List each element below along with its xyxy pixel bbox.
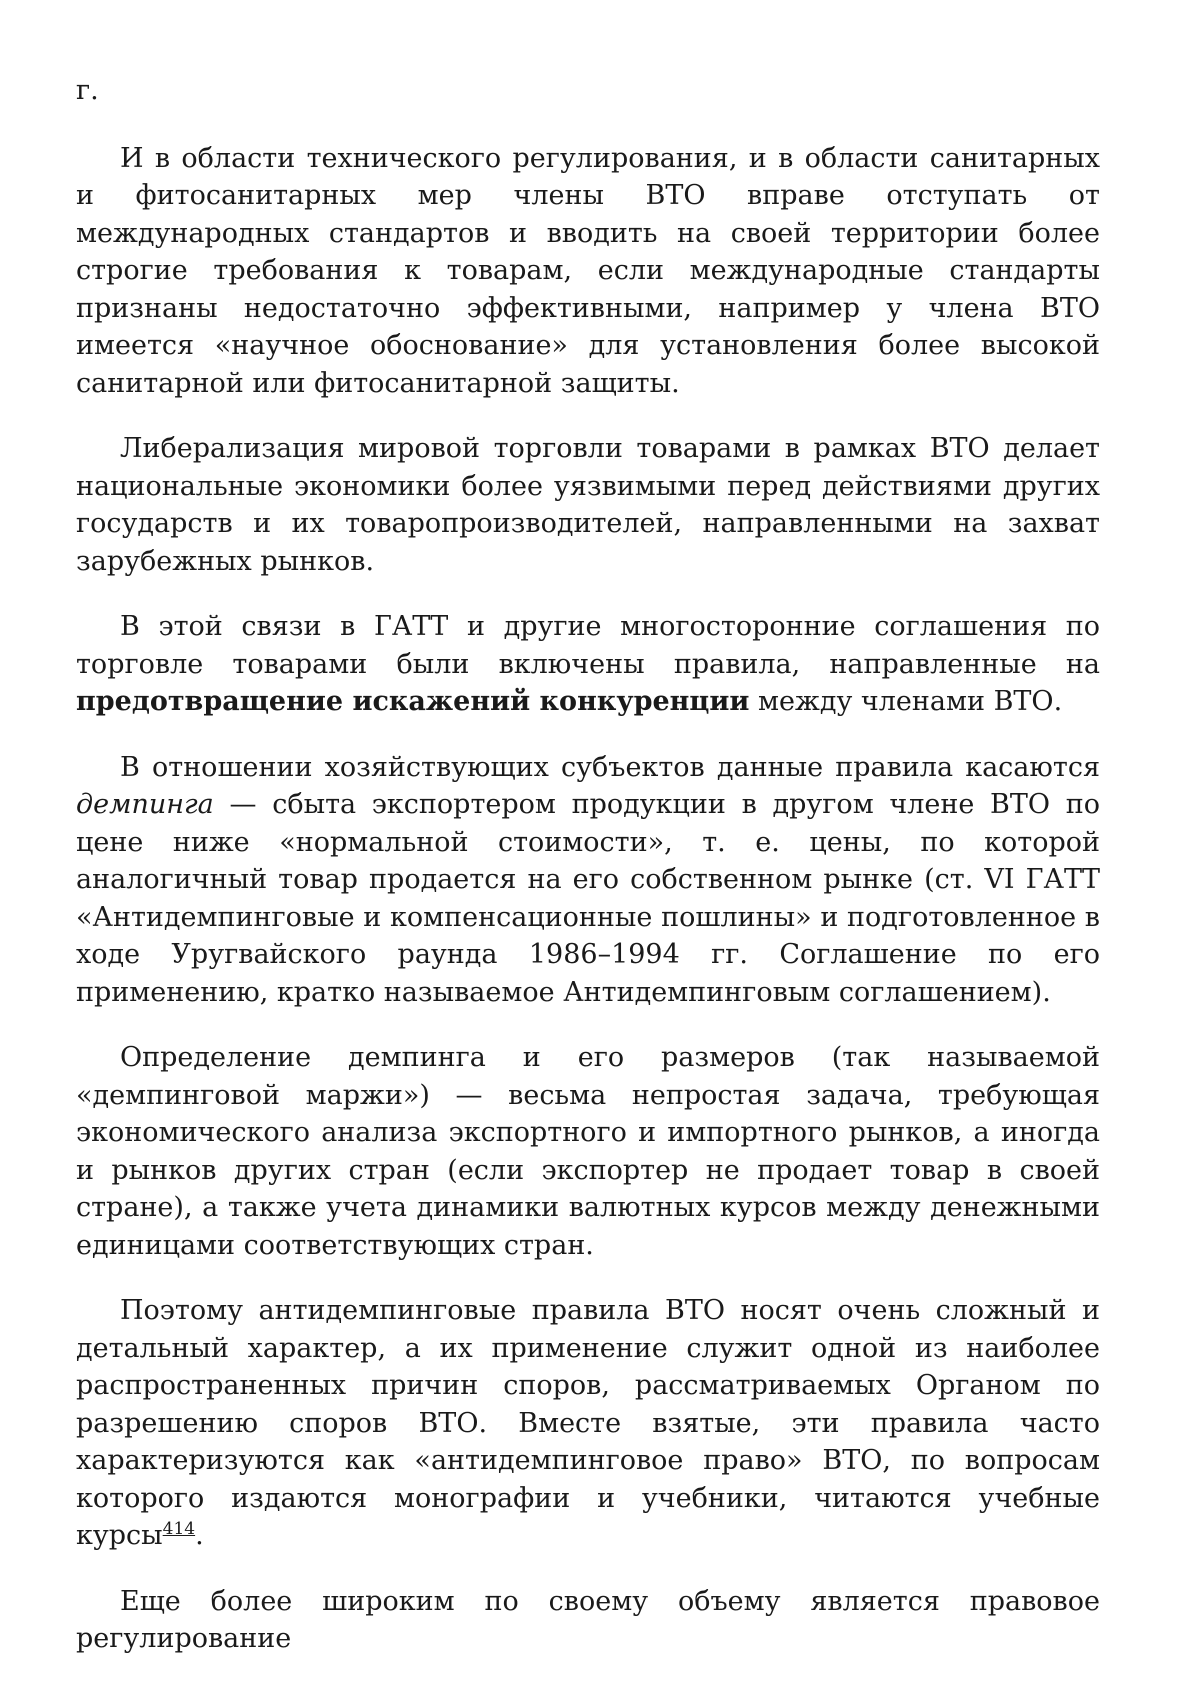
paragraph-text: Поэтому антидемпинговые правила ВТО носят очень сложный и детальный характер, а их применение служит одной из наиболее распространенных причин споров, рассматриваемых Органом по разрешению споров ВТО. Вместе взятые, эти правила часто характеризуются как «антидемпинговое право» ВТО, по вопросам которого издаются монографии и учебники, читаются учебные курсы [76,1295,1100,1551]
document-page [76,72,1100,1686]
bold-phrase: предотвращение искажений конкуренции [76,686,750,717]
paragraph-continuation: г. [76,75,99,106]
paragraph-text: между членами ВТО. [749,686,1063,717]
italic-term: демпинга [76,789,214,820]
paragraph-liberalization: Либерализация мировой торговли товарами в рамках ВТО делает национальные экономики более уязвимыми перед действиями других государств и их товаропроизводителей, направленными на захват зарубежных рынков. [76,433,1100,577]
paragraph-competition-rules [76,608,1100,721]
paragraph-text: В этой связи в ГАТТ и другие многосторонние соглашения по торговле товарами были включены правила, направленные на [76,611,1100,680]
paragraph-technical-regulation: И в области технического регулирования, и в области санитарных и фитосанитарных мер члены ВТО вправе отступать от международных стандартов и вводить на своей территории более строгие требования к товарам, если международные стандарты признаны недостаточно эффективными, например у члена ВТО имеется «научное обоснование» для установления более высокой санитарной или фитосанитарной защиты. [76,142,1100,399]
paragraph-next-topic: Еще более широким по своему объему является правовое регулирование [76,1585,1100,1654]
paragraph-end-punctuation: . [195,1520,204,1551]
paragraph-antidumping-rules [76,1292,1100,1555]
paragraph-dumping-margin: Определение демпинга и его размеров (так называемой «демпинговой маржи») — весьма непростая задача, требующая экономического анализа экспортного и импортного рынков, а иногда и рынков других стран (если экспортер не продает товар в своей стране), а также учета динамики валютных курсов между денежными единицами соответствующих стран. [76,1042,1100,1261]
footnote-link[interactable]: 414 [162,1519,196,1539]
paragraph-dumping-definition [76,749,1100,1012]
paragraph-text: — сбыта экспортером продукции в другом члене ВТО по цене ниже «нормальной стоимости», т. е. цены, по которой аналогичный товар продается на его собственном рынке (ст. VI ГАТТ «Антидемпинговые и компенсационные пошлины» и подготовленное в ходе Уругвайского раунда 1986–1994 гг. Соглашение по его применению, кратко называемое Антидемпинговым соглашением). [76,789,1100,1008]
paragraph-text: В отношении хозяйствующих субъектов данные правила касаются [120,751,1100,783]
